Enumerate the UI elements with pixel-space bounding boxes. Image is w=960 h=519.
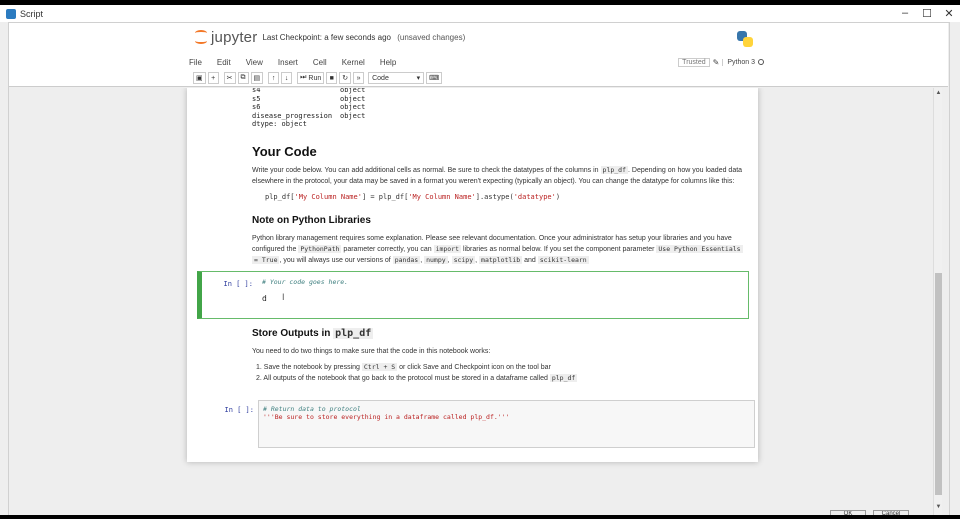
dtype-row: s6 object — [252, 103, 366, 111]
trusted-indicator[interactable]: Trusted — [678, 58, 709, 67]
checkpoint-status — [262, 33, 465, 42]
dtype-row: disease_progression object — [252, 111, 366, 120]
dtypes-output — [252, 88, 365, 129]
code-cell-return[interactable] — [197, 398, 749, 450]
cancel-button[interactable]: Cancel — [873, 510, 909, 515]
dtype-row: s5 object — [252, 94, 366, 103]
code-comment: # Return data to protocol — [263, 405, 361, 413]
notebook-page — [187, 88, 758, 462]
menu-help[interactable]: Help — [379, 57, 397, 67]
close-button[interactable]: ✕ — [944, 8, 954, 20]
move-up-icon[interactable]: ↑ — [268, 72, 279, 84]
maximize-button[interactable]: ☐ — [922, 8, 932, 20]
run-label: Run — [308, 74, 322, 82]
menu-edit[interactable]: Edit — [216, 57, 231, 67]
cell-prompt: In [ ]: — [224, 406, 254, 414]
move-down-icon[interactable]: ↓ — [281, 72, 292, 84]
menu-kernel[interactable]: Kernel — [341, 57, 365, 67]
kernel-name[interactable]: Python 3 — [722, 59, 755, 66]
script-window — [0, 5, 960, 515]
notebook-area — [9, 88, 933, 515]
notebook-toolbar — [193, 72, 444, 84]
store-steps-list — [256, 362, 577, 384]
unsaved-indicator: (unsaved changes) — [397, 32, 466, 42]
minimize-button[interactable]: – — [901, 7, 909, 19]
menu-bar — [189, 55, 764, 69]
code-editor[interactable] — [258, 274, 747, 314]
cell-type-value: Code — [372, 74, 389, 82]
text-cursor-icon: I — [282, 292, 285, 302]
code-string: '''Be sure to store everything in a dataframe called plp_df.''' — [263, 413, 510, 421]
bottom-frame — [0, 515, 960, 519]
astype-example-code: plp_df['My Column Name'] = plp_df['My Column Name'].astype('datatype') — [265, 193, 561, 201]
insert-cell-icon[interactable]: + — [208, 72, 219, 84]
code-comment: # Your code goes here. — [262, 278, 349, 286]
list-item: 2. All outputs of the notebook that go back to the protocol must be stored in a dataframe called plp_df — [256, 373, 577, 384]
window-title: Script — [20, 8, 44, 19]
your-code-heading: Your Code — [252, 144, 317, 159]
menu-cell[interactable]: Cell — [312, 57, 327, 67]
run-icon: ⏭ — [300, 74, 307, 81]
libraries-heading: Note on Python Libraries — [252, 215, 371, 226]
browser-content — [0, 22, 960, 515]
copy-icon[interactable]: ⧉ — [238, 72, 249, 84]
dtype-row: dtype: object — [252, 120, 307, 128]
menu-insert[interactable]: Insert — [277, 57, 298, 67]
your-code-paragraph: Write your code below. You can add additional cells as normal. Be sure to check the datatypes of the columns in plp_df . Depending on how you loaded data elsewhere in the protocol, your data may be saved in a format you weren't expecting (typically an object). You can change the datatype for columns like this: — [252, 166, 743, 185]
kernel-status-icon — [758, 59, 764, 65]
restart-icon[interactable]: ↻ — [339, 72, 351, 84]
store-intro: You need to do two things to make sure that the code in this notebook works: — [252, 348, 491, 355]
list-item: 1. Save the notebook by pressing Ctrl + S or click Save and Checkpoint icon on the tool bar — [256, 362, 577, 373]
chevron-down-icon: ▾ — [416, 75, 421, 82]
window-titlebar — [0, 5, 960, 22]
cell-prompt: In [ ]: — [223, 280, 253, 288]
jupyter-logo-text[interactable]: jupyter — [211, 28, 258, 46]
vertical-scrollbar[interactable] — [933, 88, 942, 515]
command-palette-icon[interactable]: ⌨ — [426, 72, 442, 84]
scroll-up-icon[interactable]: ▲ — [935, 90, 942, 96]
ok-button[interactable]: OK — [830, 510, 866, 515]
code-cell-selected[interactable] — [197, 271, 749, 319]
code-editor[interactable] — [258, 400, 755, 448]
app-icon — [6, 9, 16, 19]
checkpoint-text: Last Checkpoint: a few seconds ago — [262, 32, 391, 42]
cell-type-select[interactable] — [368, 72, 424, 84]
interrupt-icon[interactable]: ■ — [326, 72, 337, 84]
paste-icon[interactable]: ▤ — [251, 72, 264, 84]
save-icon[interactable]: ▣ — [193, 72, 206, 84]
libraries-paragraph: Python library management requires some explanation. Please see relevant documentation. Once your administrator has setup your libraries and you have configured the PythonPath parameter correctly, you can import libraries as normal below. If you set the component parameter Use Python Essentials = True , you will always use our versions of pandas , numpy , scipy , matplotlib and scikit-learn — [252, 235, 741, 264]
jupyter-brand — [194, 28, 465, 46]
store-outputs-heading: Store Outputs in plp_df — [252, 328, 372, 339]
scroll-down-icon[interactable]: ▼ — [935, 504, 942, 510]
typed-code: d — [262, 294, 267, 303]
menu-file[interactable]: File — [189, 57, 202, 67]
python-logo-icon — [737, 31, 753, 47]
edit-pencil-icon[interactable]: ✎ — [712, 57, 720, 67]
run-button[interactable] — [297, 72, 324, 84]
restart-run-all-icon[interactable]: » — [353, 72, 364, 84]
jupyter-logo-icon[interactable] — [194, 28, 208, 46]
menu-view[interactable]: View — [245, 57, 263, 67]
dtype-row: s4 object — [252, 88, 366, 94]
scrollbar-thumb[interactable] — [935, 273, 942, 495]
cut-icon[interactable]: ✂ — [224, 72, 236, 84]
